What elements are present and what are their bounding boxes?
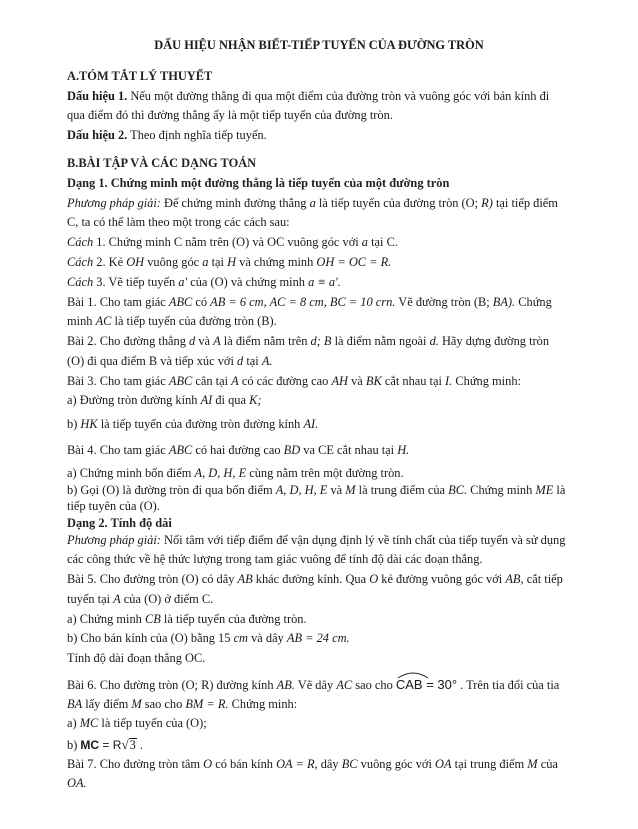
exercise-4b-line1 <box>67 482 587 498</box>
exercise-4-line <box>67 442 587 458</box>
sqrt-sign: √ <box>121 737 129 752</box>
text: . <box>136 738 143 752</box>
text: lấy điểm <box>82 697 132 711</box>
math-var: A <box>113 592 121 606</box>
text: tại tiếp điểm <box>492 196 558 210</box>
math-var: AC <box>336 678 353 692</box>
math-var: OH <box>126 255 145 269</box>
type2-method-line1 <box>67 532 587 548</box>
text: và dây <box>248 631 287 645</box>
math-var: A. <box>261 354 273 368</box>
text: Bài 6. Cho đường tròn (O; R) đường kính <box>67 678 277 692</box>
exercise-2-line1 <box>67 333 587 349</box>
exercise-4a <box>67 465 587 481</box>
type1-method-line1 <box>67 195 587 211</box>
math-expr: AB = 6 cm, AC = 8 cm, BC = 10 crn. <box>210 295 396 309</box>
math-var: ABC <box>168 295 193 309</box>
text: Vẽ dây <box>294 678 337 692</box>
math-var: ABC <box>168 374 193 388</box>
math-var: K; <box>249 393 262 407</box>
exercise-3-line <box>67 373 587 389</box>
math-var: a <box>202 255 209 269</box>
exercise-1-line2 <box>67 313 587 329</box>
text: của (O) và chứng minh <box>187 275 309 289</box>
math-var: BA). <box>492 295 516 309</box>
sign2-text: Theo định nghĩa tiếp tuyến. <box>127 128 267 142</box>
text: a) Chứng minh <box>67 612 145 626</box>
math-var: H <box>227 255 237 269</box>
exercise-6b <box>67 737 587 753</box>
math-var: d. <box>429 334 439 348</box>
exercise-5b <box>67 630 587 646</box>
text: Bài 4. Cho tam giác <box>67 443 169 457</box>
math-var: H. <box>397 443 410 457</box>
angle-cab <box>396 677 423 693</box>
math-var: A <box>213 334 221 348</box>
text: 2. Kẻ <box>93 255 127 269</box>
sign2-line <box>67 127 587 143</box>
math-var: M <box>527 757 538 771</box>
math-var: AB. <box>276 678 295 692</box>
text: và <box>348 374 366 388</box>
text: và <box>327 483 346 497</box>
text: Chứng minh: <box>228 697 298 711</box>
page-title: DẤU HIỆU NHẬN BIẾT-TIẾP TUYẾN CỦA ĐƯỜNG TRÒN <box>154 38 484 52</box>
math-var: d <box>237 354 244 368</box>
text: là điểm nằm ngoài <box>331 334 430 348</box>
text: b) <box>67 417 81 431</box>
text: Bài 5. Cho đường tròn (O) có dây <box>67 572 238 586</box>
math-var: BA <box>67 697 83 711</box>
text: có <box>192 295 211 309</box>
type2-heading: Dạng 2. Tính độ dài <box>67 516 172 530</box>
exercise-4b-line2: tiếp tuyên của (O). <box>67 499 160 513</box>
math-var: O <box>369 572 379 586</box>
math-var: BD <box>283 443 301 457</box>
math-var: a <box>309 196 316 210</box>
exercise-7-line2 <box>67 775 587 791</box>
text: cân tại <box>192 374 232 388</box>
angle-text: CAB <box>395 677 423 692</box>
exercise-5c: Tính độ dài đoạn thẳng OC. <box>67 651 206 665</box>
way3-line <box>67 274 587 290</box>
exercise-6a <box>67 715 587 731</box>
text: là tiếp tuyến của đường tròn. <box>160 612 307 626</box>
text: là tiếp tuyến của đường tròn đường kính <box>97 417 304 431</box>
math-var: AH <box>331 374 348 388</box>
math-expr: a ≡ a'. <box>308 275 341 289</box>
text: a) Đường tròn đường kính <box>67 393 201 407</box>
math-var: BC <box>341 757 358 771</box>
math-var: R) <box>481 196 493 210</box>
math-var: AB <box>237 572 253 586</box>
way-label: Cách <box>67 275 94 289</box>
math-var: a' <box>178 275 188 289</box>
math-var: AC <box>95 314 112 328</box>
text: b) Gọi (O) là đường tròn đi qua bốn điểm <box>67 483 276 497</box>
exercise-5a <box>67 611 587 627</box>
text: minh <box>67 314 96 328</box>
text: . Trên tia đối của tia <box>457 678 560 692</box>
math-var: O <box>203 757 213 771</box>
math-var: AB, <box>505 572 524 586</box>
math-var: AI <box>200 393 213 407</box>
text: dây <box>317 757 342 771</box>
math-var: MC <box>79 716 99 730</box>
exercise-6-line1 <box>67 677 587 693</box>
text: có bán kính <box>212 757 277 771</box>
way-label: Cách <box>67 235 94 249</box>
exercise-7-line1 <box>67 756 587 772</box>
text: là <box>553 483 566 497</box>
text: Chứng minh: <box>452 374 521 388</box>
math-expr: BM = R. <box>185 697 229 711</box>
math-var: HK <box>80 417 98 431</box>
math-var: A, D, H, E <box>194 466 247 480</box>
exercise-5-line1 <box>67 571 587 587</box>
arc-icon <box>396 671 430 679</box>
math-var: M <box>345 483 356 497</box>
text: sao cho <box>352 678 396 692</box>
text: và chứng minh <box>236 255 317 269</box>
text: Bài 1. Cho tam giác <box>67 295 169 309</box>
text: là tiếp tuyến của đường tròn (O; <box>315 196 482 210</box>
text: vuông góc <box>144 255 203 269</box>
math-expr: OA = R, <box>276 757 318 771</box>
math-var: A, D, H, E <box>275 483 328 497</box>
way2-line <box>67 254 587 270</box>
math-var: a <box>361 235 368 249</box>
sign1-label: Dấu hiệu 1. <box>67 89 128 103</box>
math-var: MC <box>80 738 100 752</box>
method-label: Phương pháp giải: <box>67 196 161 210</box>
text: va CE cắt nhau tại <box>300 443 398 457</box>
text: Chứng <box>515 295 552 309</box>
way-label: Cách <box>67 255 94 269</box>
angle-value: = 30° <box>422 677 458 692</box>
sign1-line1 <box>67 88 587 104</box>
math-var: BC. <box>448 483 468 497</box>
text: a) Chứng minh bốn điểm <box>67 466 195 480</box>
exercise-5-line2 <box>67 591 587 607</box>
math-var: ABC <box>168 443 193 457</box>
math-var: I. <box>445 374 453 388</box>
text: cùng nằm trên một đường tròn. <box>246 466 404 480</box>
text: của <box>537 757 558 771</box>
text: Chứng minh <box>467 483 536 497</box>
text: kẻ đường vuông góc với <box>378 572 506 586</box>
text: khác đường kính. Qua <box>252 572 370 586</box>
type1-method-line2: C, ta có thể làm theo một trong các cách sau: <box>67 215 290 229</box>
math-var: OA <box>435 757 452 771</box>
text: là tiếp tuyến của đường tròn (B). <box>111 314 277 328</box>
text: và <box>195 334 214 348</box>
math-expr: = R <box>99 738 122 752</box>
text: cắt tiếp <box>523 572 563 586</box>
text: Vẽ đường tròn (B; <box>395 295 493 309</box>
text: a) <box>67 716 80 730</box>
text: 1. Chứng minh C nằm trên (O) và OC vuông góc với <box>93 235 362 249</box>
exercise-3a <box>67 392 587 408</box>
text: tại <box>208 255 228 269</box>
text: của (O) ở điểm C. <box>120 592 214 606</box>
text: là điểm nằm trên <box>220 334 311 348</box>
type1-heading: Dạng 1. Chứng minh một đường thẳng là tiếp tuyến của một đường tròn <box>67 176 450 190</box>
text: tuyến tại <box>67 592 114 606</box>
exercise-1-line1 <box>67 294 587 310</box>
math-var: ME <box>535 483 554 497</box>
text: tại <box>243 354 262 368</box>
text: là trung điểm của <box>355 483 449 497</box>
math-var: d; B <box>310 334 332 348</box>
math-var: AI. <box>303 417 319 431</box>
way1-line <box>67 234 587 250</box>
text: đi qua <box>212 393 250 407</box>
text: Hãy dựng đường tròn <box>438 334 550 348</box>
type2-method-line2: các công thức về hệ thức lượng trong tam giác vuông để tính độ dài các đoạn thẳng. <box>67 552 483 566</box>
sign2-label: Dấu hiệu 2. <box>67 128 128 142</box>
math-var: OA. <box>67 776 87 790</box>
sqrt-radicand: 3 <box>129 738 136 752</box>
text: tại trung điểm <box>451 757 528 771</box>
method-label: Phương pháp giải: <box>67 533 161 547</box>
text: 3. Vẽ tiếp tuyến <box>93 275 179 289</box>
text: b) Cho bán kính của (O) bằng 15 <box>67 631 234 645</box>
math-var: M <box>131 697 142 711</box>
text: vuông góc với <box>357 757 436 771</box>
exercise-2-line2 <box>67 353 587 369</box>
exercise-3b <box>67 416 587 432</box>
text: có hai đường cao <box>192 443 284 457</box>
math-expr: OH = OC = R. <box>316 255 392 269</box>
text: tại C. <box>367 235 398 249</box>
math-var: d <box>189 334 196 348</box>
sign1-text1: Nếu một đường thẳng đi qua một điểm của đường tròn và vuông góc với bán kính đi <box>127 89 550 103</box>
text: Bài 7. Cho đường tròn tâm <box>67 757 204 771</box>
text: Để chứng minh đường thẳng <box>160 196 310 210</box>
sign1-text2: qua điểm đó thì đường thẳng ấy là một tiếp tuyến của đường tròn. <box>67 108 393 122</box>
text: là tiếp tuyến của (O); <box>98 716 207 730</box>
text: Bài 2. Cho đường thẳng <box>67 334 190 348</box>
section-a-heading: A.TÓM TẮT LÝ THUYẾT <box>67 69 213 83</box>
text: cắt nhau tại <box>381 374 446 388</box>
math-var: BK <box>365 374 382 388</box>
text: sao cho <box>141 697 186 711</box>
math-expr: AB = 24 cm. <box>286 631 350 645</box>
math-var: A <box>231 374 239 388</box>
text: Bài 3. Cho tam giác <box>67 374 169 388</box>
math-var: CB <box>144 612 161 626</box>
text: Nối tâm với tiếp điểm để vận dụng định lý về tính chất của tiếp tuyến và sử dụng <box>160 533 566 547</box>
exercise-6-line2 <box>67 696 587 712</box>
text: có các đường cao <box>238 374 332 388</box>
section-b-heading: B.BÀI TẬP VÀ CÁC DẠNG TOÁN <box>67 156 257 170</box>
math-var: cm <box>233 631 249 645</box>
text: (O) đi qua điểm B và tiếp xúc với <box>67 354 238 368</box>
text: b) <box>67 738 81 752</box>
